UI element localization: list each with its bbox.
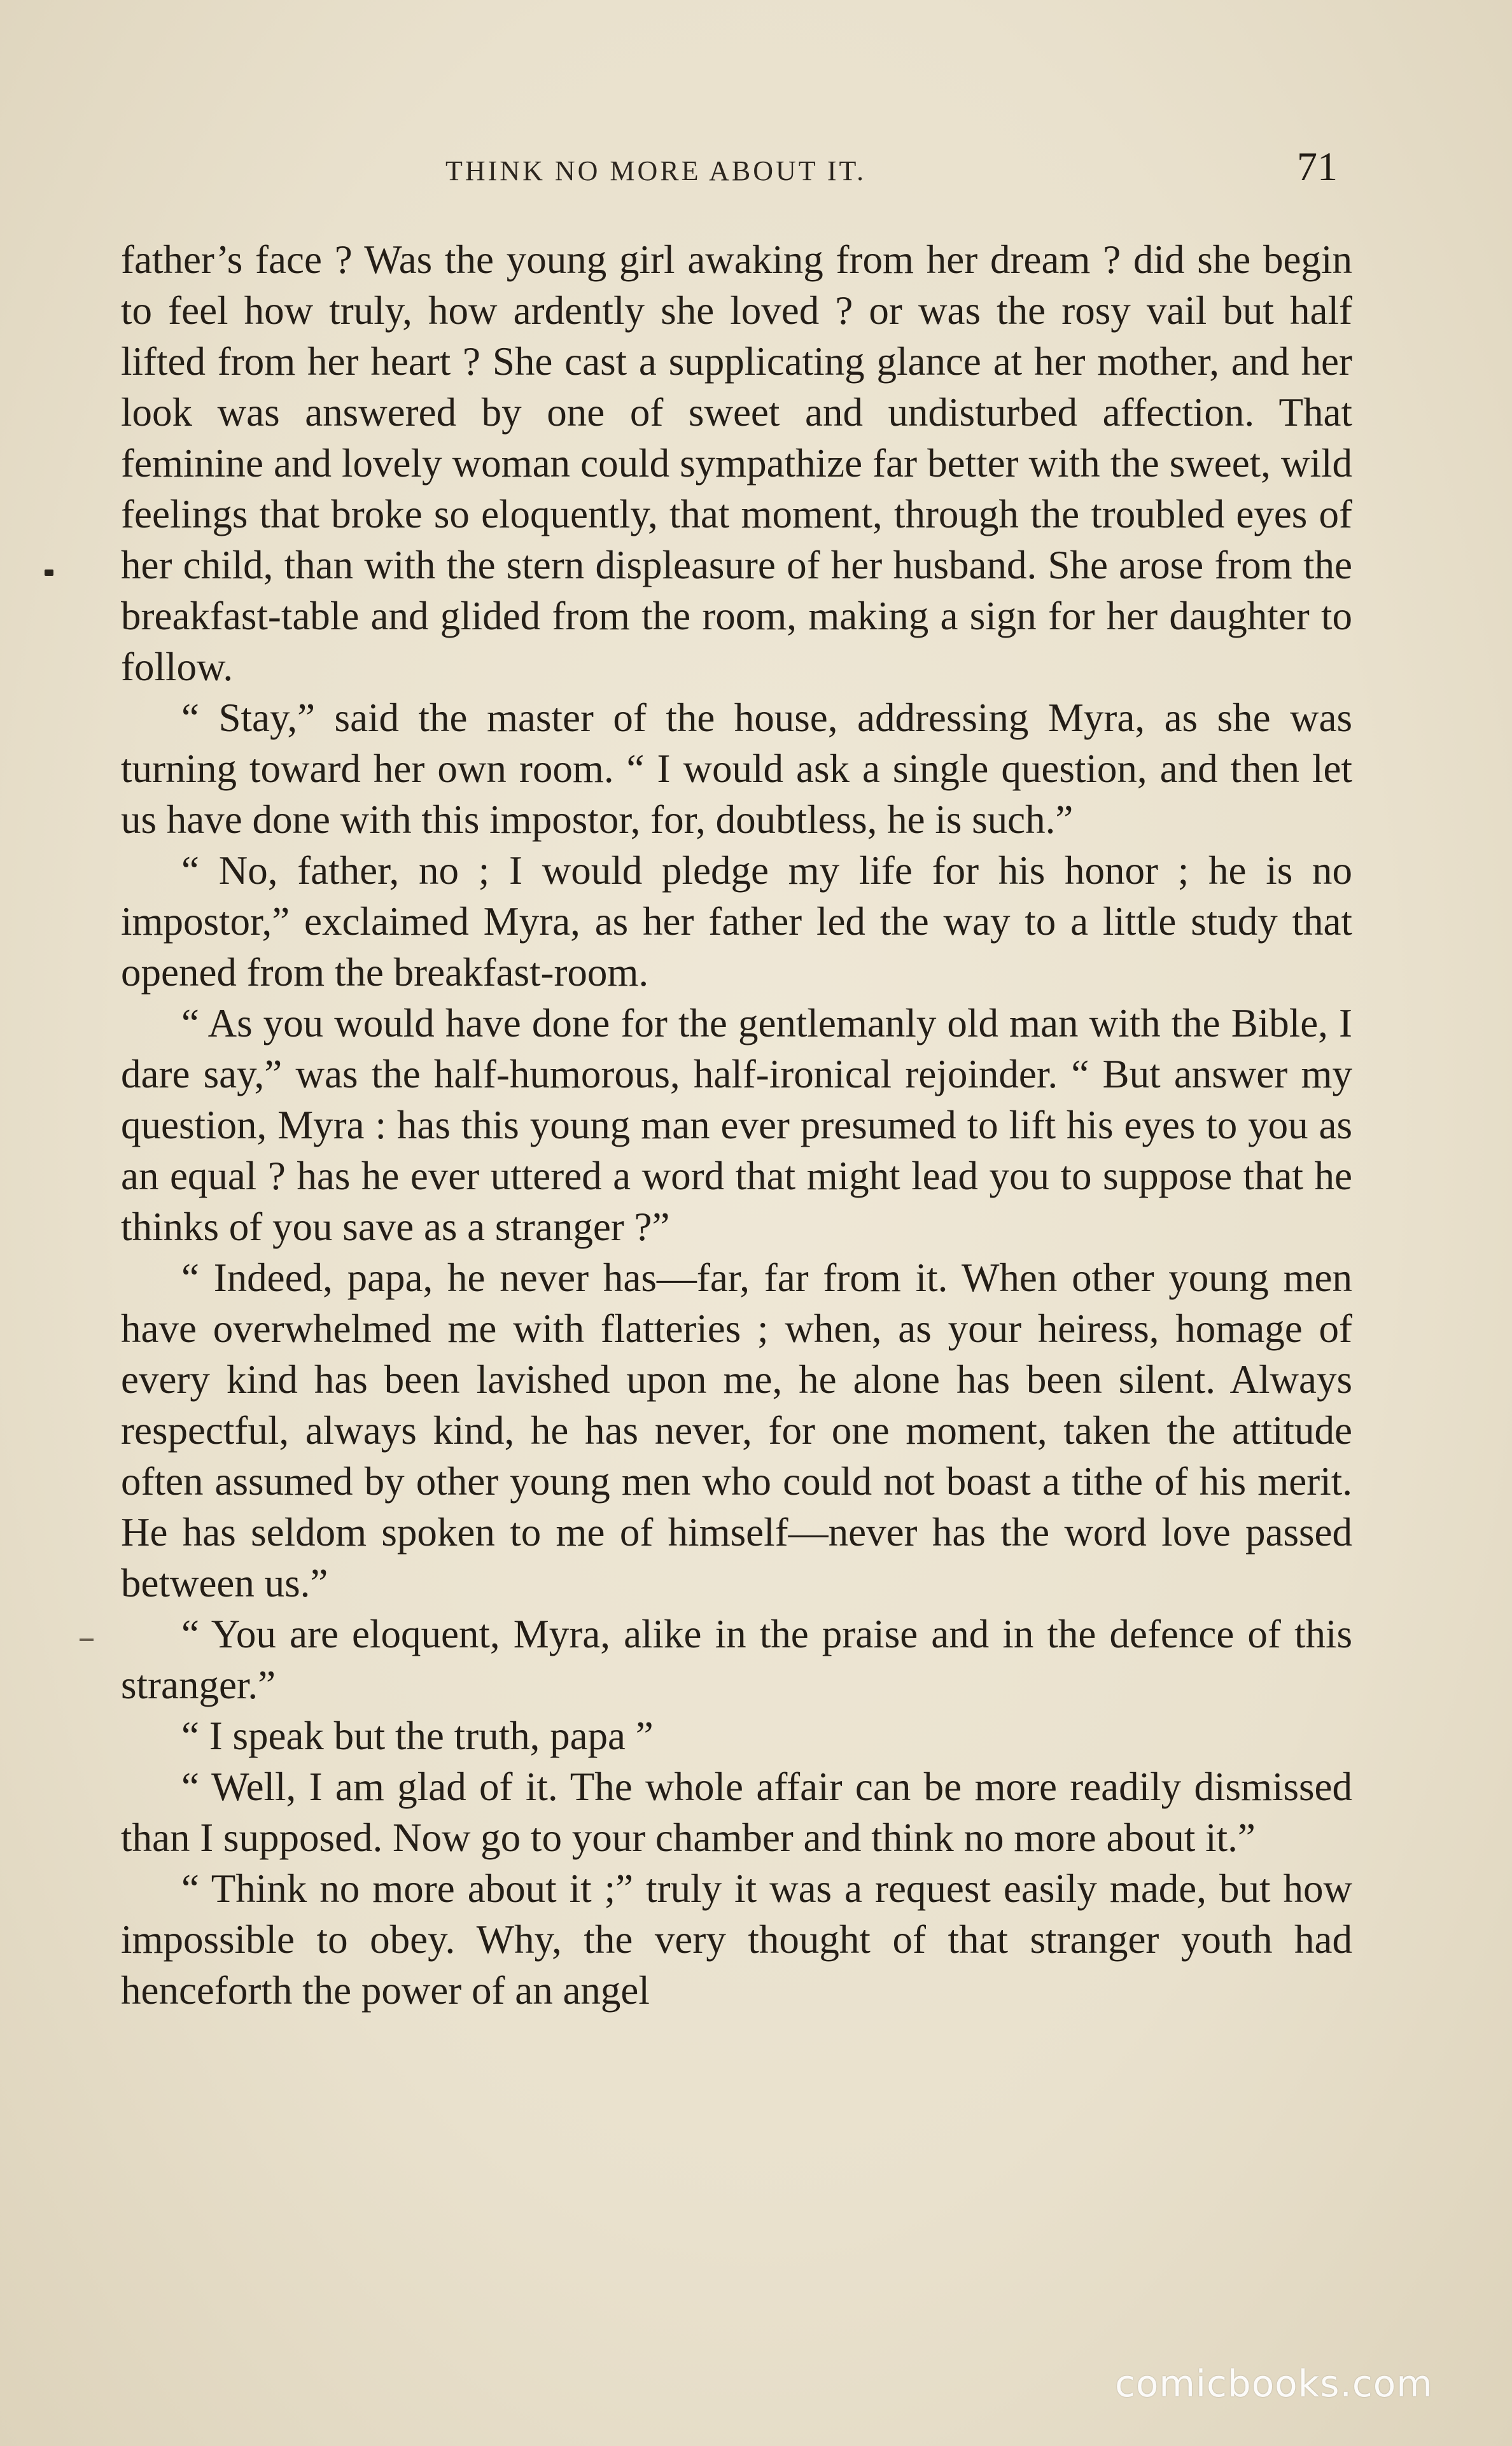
body-text <box>121 234 1352 2016</box>
page-number: 71 <box>1297 144 1338 189</box>
paragraph: “ You are eloquent, Myra, alike in the praise and in the defence of this stranger.” <box>121 1612 1352 1707</box>
running-head: THINK NO MORE ABOUT IT. <box>445 155 867 186</box>
paragraph: “ I speak but the truth, papa ” <box>181 1714 654 1758</box>
paragraph: “ As you would have done for the gentlemanly old man with the Bible, I dare say,” was the half-humorous, half-ironical rejoinder. “ But answer my question, Myra : has this young man ever presumed to lift his eyes to you as an equal ? has he ever uttered a word that might lead you to suppose that he thinks of you save as a stranger ?” <box>121 1001 1352 1249</box>
watermark: comicbooks.com <box>1115 2362 1433 2405</box>
paragraph: father’s face ? Was the young girl awaking from her dream ? did she begin to feel how truly, how ardently she loved ? or was the rosy vail but half lifted from her heart ? She cast a supplicating glance at her mother, and her look was answered by one of sweet and undisturbed affection. That feminine and lovely woman could sympathize far better with the sweet, wild feelings that broke so eloquently, that moment, through the troubled eyes of her child, than with the stern displeasure of her husband. She arose from the breakfast-table and glided from the room, making a sign for her daughter to follow. <box>121 237 1352 689</box>
paragraph: “ Stay,” said the master of the house, addressing Myra, as she was turning toward her own room. “ I would ask a single question, and then let us have done with this impostor, for, doubtless, he is such.” <box>121 695 1352 842</box>
page-header <box>0 143 1512 200</box>
paragraph: “ No, father, no ; I would pledge my life for his honor ; he is no impostor,” exclaimed Myra, as her father led the way to a little study that opened from the breakfast-room. <box>121 848 1352 995</box>
paragraph: “ Indeed, papa, he never has—far, far from it. When other young men have overwhelmed me with flatteries ; when, as your heiress, homage of every kind has been lavished upon me, he alone has been silent. Always respectful, always kind, he has never, for one moment, taken the attitude often assumed by other young men who could not boast a tithe of his merit. He has seldom spoken to me of himself—never has the word love passed between us.” <box>121 1255 1352 1605</box>
paragraph: “ Well, I am glad of it. The whole affair can be more readily dismissed than I supposed. Now go to your chamber and think no more about it.” <box>121 1765 1352 1860</box>
margin-mark <box>45 570 53 576</box>
paragraph: “ Think no more about it ;” truly it was a request easily made, but how impossible to obey. Why, the very thought of that stranger youth had henceforth the power of an angel <box>121 1866 1352 2013</box>
margin-dash <box>80 1639 94 1641</box>
